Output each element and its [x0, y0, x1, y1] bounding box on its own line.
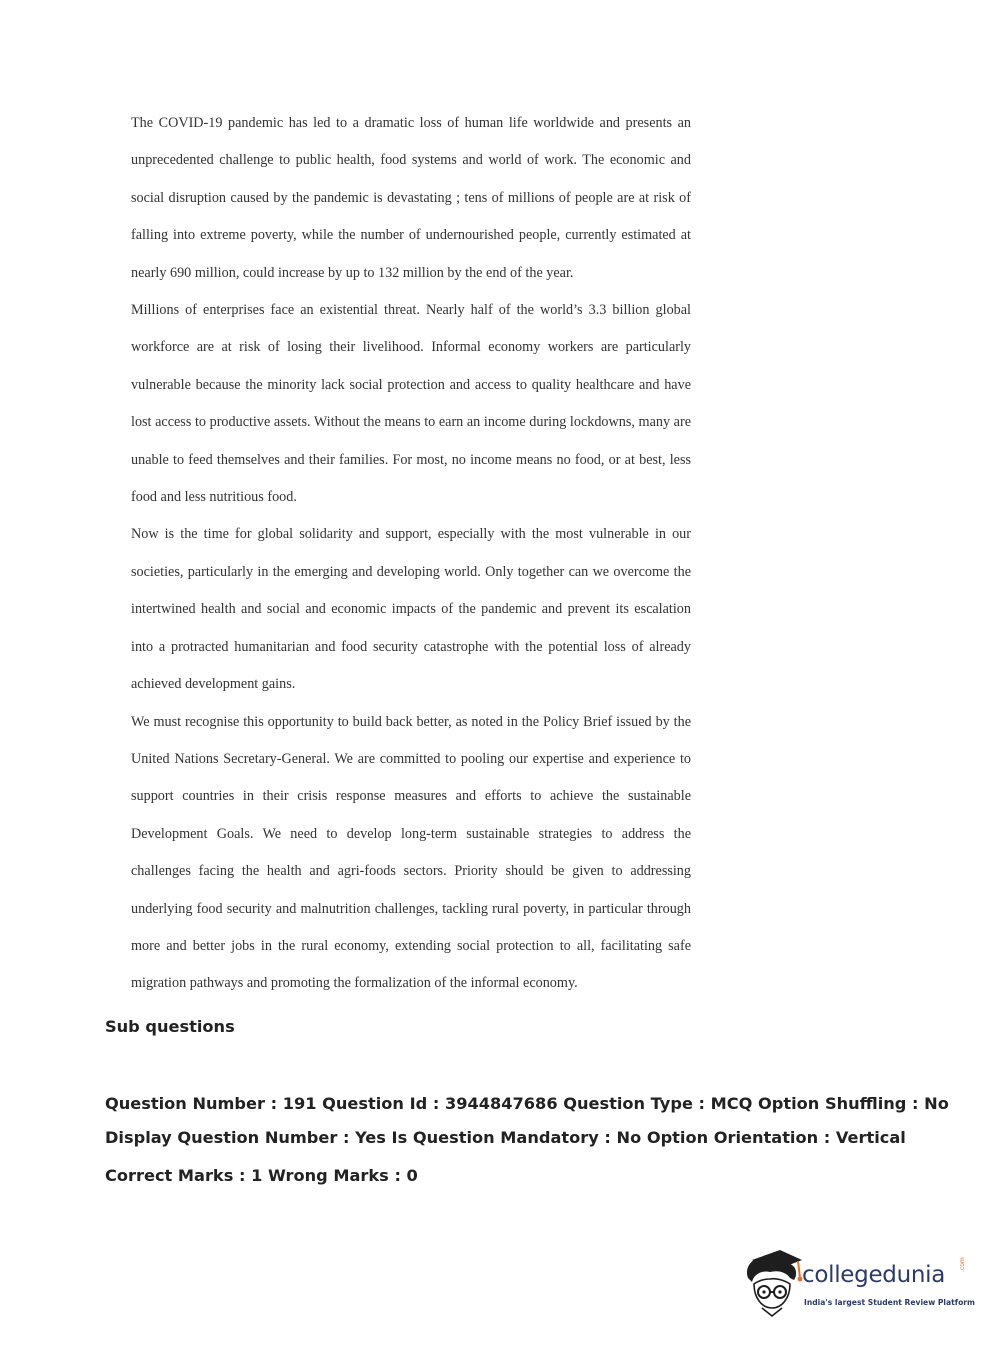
passage-paragraph-1: The COVID-19 pandemic has led to a dramatic loss of human life worldwide and presents an unprecedented challenge to public health, food systems and world of work. The economic and social disruption caused by the pandemic is devastating ; tens of millions of people are at risk of falling into extreme poverty, while the number of undernourished people, currently estimated at nearly 690 million, could increase by up to 132 million by the end of the year. [131, 115, 691, 281]
sub-questions-heading: Sub questions [105, 1017, 235, 1036]
logo-tagline: India's largest Student Review Platform [804, 1298, 975, 1307]
passage-paragraph-3: Now is the time for global solidarity and support, especially with the most vulnerable in our societies, particularly in the emerging and developing world. Only together can we overcome the intertwined health and social and economic impacts of the pandemic and prevent its escalation into a protracted humanitarian and food security catastrophe with the potential loss of already achieved development gains. [131, 526, 691, 693]
collegedunia-logo [740, 1248, 980, 1320]
question-meta-line-1: Question Number : 191 Question Id : 3944847686 Question Type : MCQ Option Shuffling : No [105, 1094, 949, 1113]
logo-domain-suffix: .com [959, 1257, 966, 1272]
mascot-icon [740, 1248, 804, 1320]
question-meta-line-3: Correct Marks : 1 Wrong Marks : 0 [105, 1166, 418, 1185]
question-meta-line-2: Display Question Number : Yes Is Question Mandatory : No Option Orientation : Vertical [105, 1128, 906, 1147]
passage [131, 105, 691, 1003]
passage-paragraph-2: Millions of enterprises face an existential threat. Nearly half of the world’s 3.3 billion global workforce are at risk of losing their livelihood. Informal economy workers are particularly vulnerable because the minority lack social protection and access to quality healthcare and have lost access to productive assets. Without the means to earn an income during lockdowns, many are unable to feed themselves and their families. For most, no income means no food, or at best, less food and less nutritious food. [131, 302, 691, 506]
logo-wordmark: collegedunia [802, 1262, 946, 1288]
passage-paragraph-4: We must recognise this opportunity to build back better, as noted in the Policy Brief issued by the United Nations Secretary-General. We are committed to pooling our expertise and experience to support countries in their crisis response measures and efforts to achieve the sustainable Development Goals. We need to develop long-term sustainable strategies to address the challenges facing the health and agri-foods sectors. Priority should be given to addressing underlying food security and malnutrition challenges, tackling rural poverty, in particular through more and better jobs in the rural economy, extending social protection to all, facilitating safe migration pathways and promoting the formalization of the informal economy. [131, 713, 691, 992]
